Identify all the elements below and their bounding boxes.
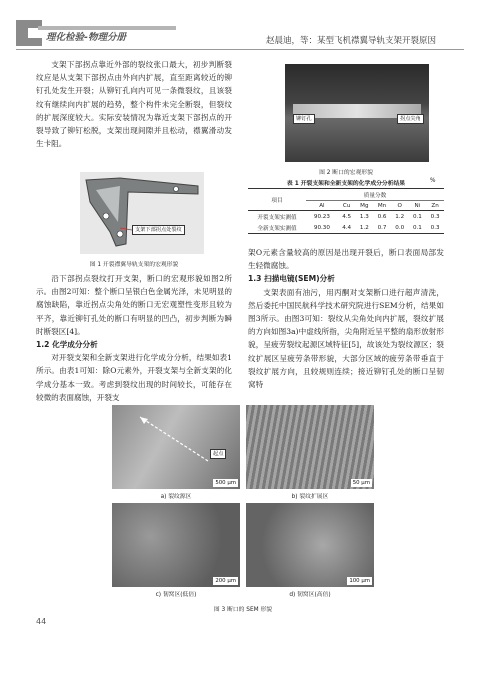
cell: 1.2 — [359, 224, 369, 231]
table-row — [248, 222, 444, 234]
element-header: Ni — [414, 202, 421, 209]
cell: 4.4 — [342, 224, 352, 231]
cell: 0.0 — [395, 224, 405, 231]
scale-bar: 50 μm — [352, 480, 370, 486]
cell: 90.30 — [313, 224, 330, 231]
scale-bar: 200 μm — [215, 578, 236, 584]
element-header: Mn — [377, 202, 387, 209]
table-header-group: 质量分数 — [306, 189, 444, 201]
right-column — [248, 246, 444, 391]
row-name: 开裂支架实测值 — [257, 214, 297, 221]
table-1 — [248, 188, 444, 234]
element-header: O — [397, 202, 402, 209]
table-row — [248, 211, 444, 223]
cell: 0.3 — [430, 213, 440, 220]
sem-caption-c: c) 韧窝区(低倍) — [155, 592, 197, 598]
cell: 0.1 — [412, 213, 422, 220]
sem-caption-a: a) 裂纹源区 — [160, 494, 192, 500]
cell: 0.3 — [430, 224, 440, 231]
sem-caption-d: d) 韧窝区(高倍) — [289, 592, 331, 598]
cell: 0.7 — [377, 224, 387, 231]
figure2-caption: 图 2 断口的宏观形貌 — [319, 170, 373, 176]
element-header: Mg — [360, 202, 369, 209]
cell: 4.5 — [342, 213, 352, 220]
cell: 0.6 — [377, 213, 387, 220]
figure3-caption: 图 3 断口的 SEM 形貌 — [213, 607, 273, 613]
paragraph: 架O元素含量较高的原因是出现开裂后，断口表面局部发生轻微腐蚀。 — [248, 248, 444, 271]
sem-panel-d — [246, 503, 374, 587]
scale-bar: 500 μm — [215, 480, 236, 486]
page-number: 44 — [36, 617, 47, 626]
sem-panel-c — [112, 503, 240, 587]
element-header: Zn — [431, 202, 439, 209]
left-column-bottom — [36, 272, 232, 404]
figure-2-photo — [285, 64, 429, 162]
cell: 90.23 — [313, 213, 330, 220]
element-header: Cu — [342, 202, 351, 209]
figure-3 — [112, 405, 374, 601]
table1-unit: % — [430, 178, 436, 184]
element-header: Al — [319, 202, 325, 209]
figure1-label: 支架下部拐点处裂纹 — [132, 225, 185, 235]
section-heading: 1.2 化学成分分析 — [36, 340, 98, 350]
paragraph: 对开裂支架和全新支架进行化学成分分析，结果如表1所示。由表1可知：除O元素外，开裂支架与全新支架的化学成分基本一致。考虑到裂纹出现的时间较长，可能存在较微的表面腐蚀，开裂支 — [36, 353, 232, 402]
origin-label: 起点 — [210, 449, 226, 459]
figure2-label-rivet: 铆钉孔 — [293, 114, 315, 124]
figure1-caption: 图 1 开裂襟翼导轨支架的宏观形貌 — [89, 262, 179, 268]
bracket-photo — [80, 172, 204, 254]
journal-name: 理化检验-物理分册 — [46, 32, 126, 43]
row-name: 全新支架实测值 — [257, 225, 297, 232]
cell: 0.1 — [412, 224, 422, 231]
cell: 1.3 — [359, 213, 369, 220]
figure2-label-corner: 拐点尖角 — [397, 114, 424, 124]
section-heading: 1.3 扫描电镜(SEM)分析 — [248, 274, 335, 284]
sem-caption-b: b) 裂纹扩展区 — [291, 494, 329, 500]
crack-direction-arrow — [112, 405, 240, 489]
paragraph: 支架表面有油污，用丙酮对支架断口进行超声清洗，然后委托中国民航科学技术研究院进行SEM分析，结果如图3所示。由图3可知：裂纹从尖角处向内扩展，裂纹扩展的方向如图3a)中虚线所指，尖角附近呈平整的扇形放射形貌，呈疲劳裂纹起源区域特征[5]，故该处为裂纹源区；裂纹扩展区呈疲劳条带形貌，大部分区域的疲劳条带垂直于裂纹扩展方向，且较规则连续；接近铆钉孔处的断口呈韧窝特 — [248, 287, 444, 390]
header-rule — [16, 49, 464, 50]
table1-caption: 表 1 开裂支架和全新支架的化学成分分析结果 — [286, 181, 406, 187]
paragraph: 支架下部拐点靠近外部的裂纹张口最大，初步判断裂纹应是从支架下部拐点由外向内扩展，直至距离较近的铆钉孔处发生开裂；从铆钉孔向内可见一条微裂纹，且该裂纹有继续向内扩展的趋势，整个构件未完全断裂，但裂纹的扩展深度较大。实际安装情况为靠近支架下部拐点的开裂导致了铆钉松脱，支架出现间隙并且松动，襟翼滑动发生卡阻。 — [36, 60, 232, 149]
scale-bar: 100 μm — [349, 578, 370, 584]
left-column-top — [36, 58, 232, 150]
sem-panel-b — [246, 405, 374, 489]
paragraph: 沿下部拐点裂纹打开支架，断口的宏观形貌如图2所示。由图2可知：整个断口呈银白色金属光泽，未见明显的腐蚀缺陷，靠近拐点尖角处的断口无宏观塑性变形且较为平齐，靠近铆钉孔处的断口有明显的凹凸，初步判断为瞬时断裂区[4]。 — [36, 274, 232, 336]
figure-1 — [80, 172, 204, 254]
running-title: 赵晨迪，等：某型飞机襟翼导轨支架开裂原因 — [265, 36, 436, 46]
cell: 1.2 — [395, 213, 405, 220]
sem-panel-a — [112, 405, 240, 489]
table-header-item: 项目 — [248, 189, 306, 211]
